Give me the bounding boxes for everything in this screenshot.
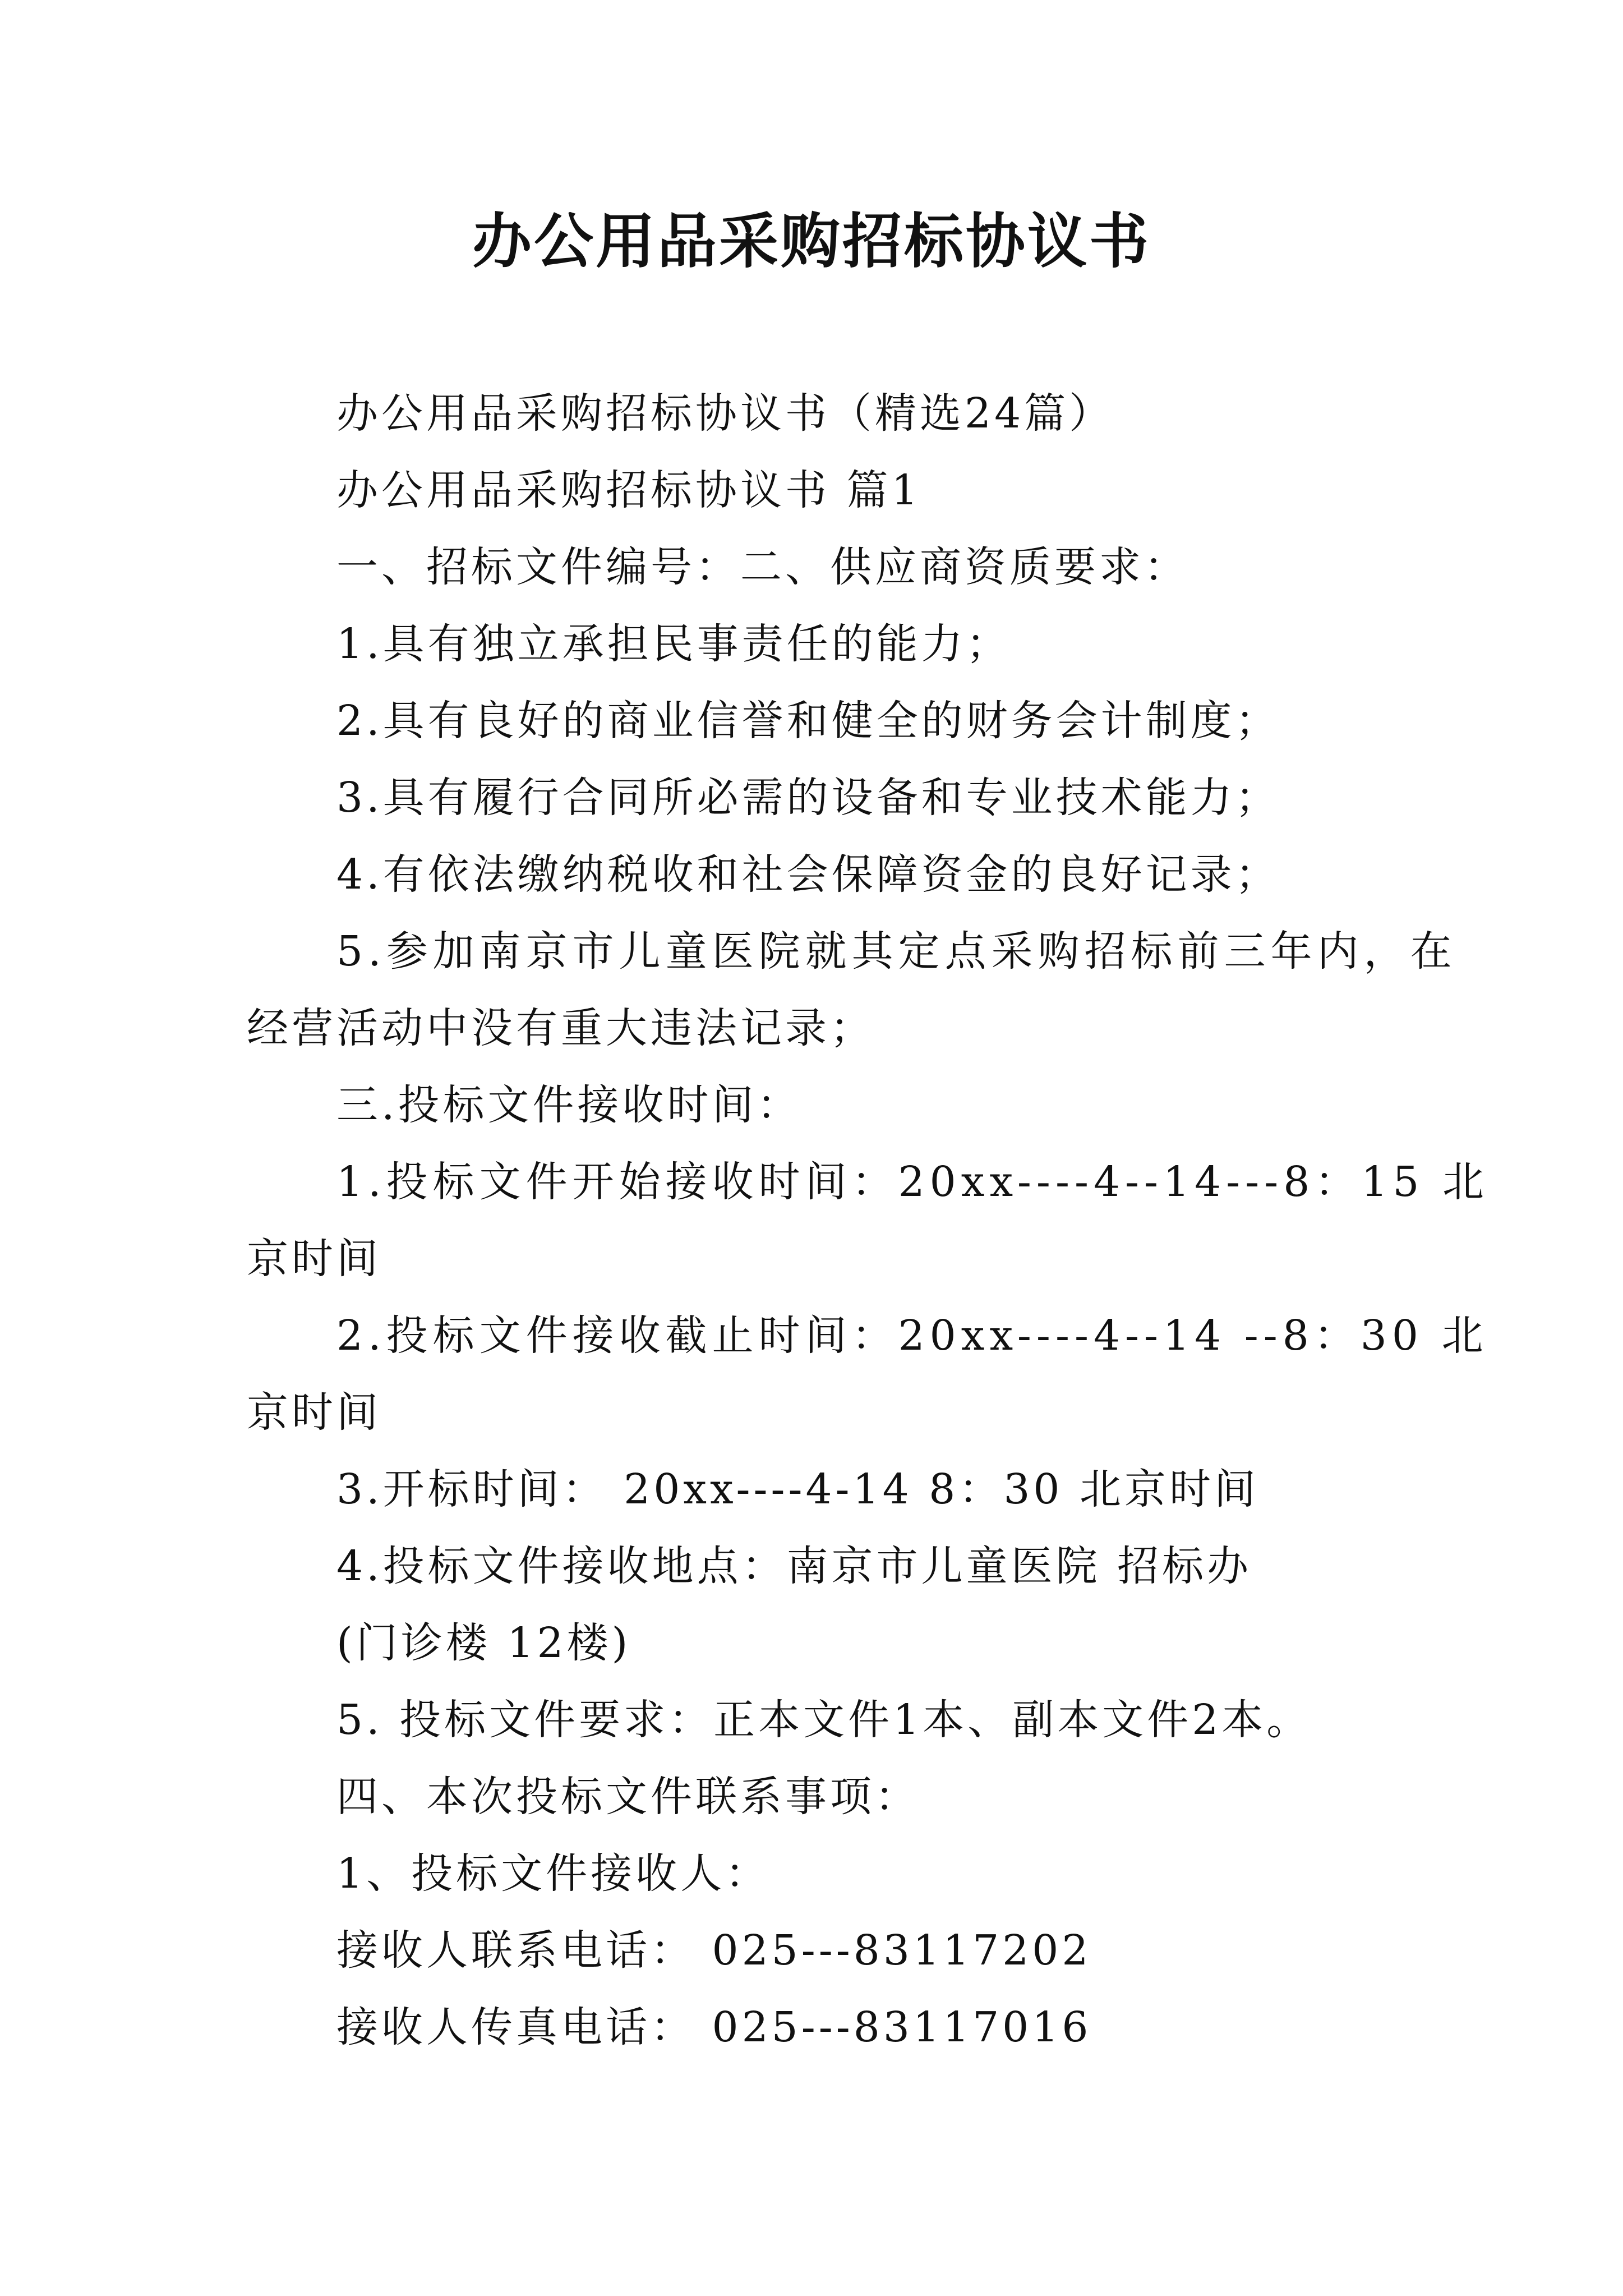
paragraph: 一、招标文件编号：二、供应商资质要求： xyxy=(336,543,1189,591)
paragraph-continuation: 经营活动中没有重大违法记录； xyxy=(247,1004,875,1052)
paragraph-continuation: 京时间 xyxy=(247,1235,381,1283)
paragraph: 2.具有良好的商业信誉和健全的财务会计制度； xyxy=(336,697,1280,745)
paragraph: 4.投标文件接收地点：南京市儿童医院 招标办 xyxy=(336,1542,1252,1590)
paragraph: 5. 投标文件要求：正本文件1本、副本文件2本。 xyxy=(336,1696,1312,1744)
paragraph: 接收人传真电话： 025---83117016 xyxy=(336,2003,1092,2051)
paragraph-continuation: (门诊楼 12楼) xyxy=(336,1619,631,1667)
paragraph: 2.投标文件接收截止时间：20xx----4--14 --8：30 北 xyxy=(336,1312,1488,1360)
paragraph-subtitle: 办公用品采购招标协议书（精选24篇） xyxy=(336,389,1114,438)
paragraph: 三.投标文件接收时间： xyxy=(336,1081,802,1129)
paragraph: 3.开标时间： 20xx----4-14 8：30 北京时间 xyxy=(336,1465,1260,1513)
paragraph: 1、投标文件接收人： xyxy=(336,1849,771,1898)
paragraph: 4.有依法缴纳税收和社会保障资金的良好记录； xyxy=(336,850,1280,899)
paragraph-continuation: 京时间 xyxy=(247,1388,381,1437)
paragraph-section-heading: 办公用品采购招标协议书 篇1 xyxy=(336,466,921,514)
paragraph: 四、本次投标文件联系事项： xyxy=(336,1773,920,1821)
paragraph: 5.参加南京市儿童医院就其定点采购招标前三年内，在 xyxy=(336,927,1457,976)
paragraph: 1.投标文件开始接收时间：20xx----4--14---8：15 北 xyxy=(336,1158,1489,1206)
document-title: 办公用品采购招标协议书 xyxy=(472,206,1151,276)
paragraph: 接收人联系电话： 025---83117202 xyxy=(336,1926,1092,1975)
paragraph: 3.具有履行合同所必需的设备和专业技术能力； xyxy=(336,774,1280,822)
paragraph: 1.具有独立承担民事责任的能力； xyxy=(336,620,1011,668)
